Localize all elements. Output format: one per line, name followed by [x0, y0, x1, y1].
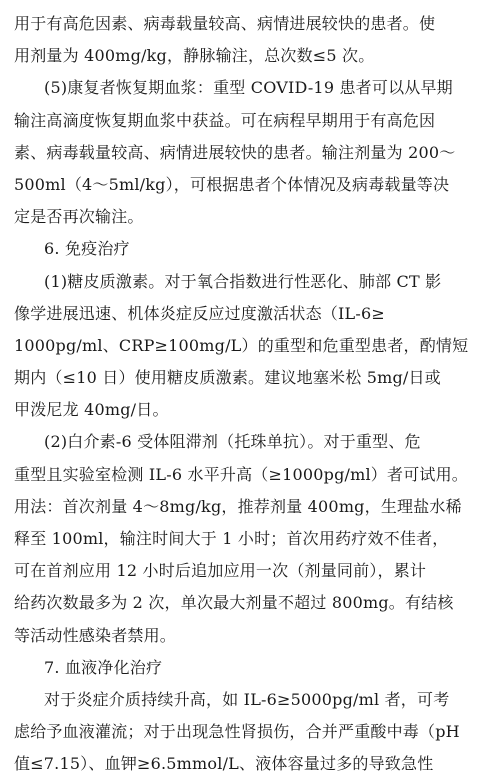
text-line: 像学进展迅速、机体炎症反应过度激活状态（IL-6≥	[14, 303, 385, 323]
text-line: 甲泼尼龙 40mg/日。	[14, 400, 169, 420]
text-line: 输注高滴度恢复期血浆中获益。可在病程早期用于有高危因	[14, 110, 436, 130]
paragraph-start-blood-purification: 对于炎症介质持续升高，如 IL-6≥5000pg/ml 者，可考	[44, 689, 450, 709]
text-line: 用剂量为 400mg/kg，静脉输注，总次数≤5 次。	[14, 46, 375, 66]
text-line: 给药次数最多为 2 次，单次最大剂量不超过 800mg。有结核	[14, 593, 454, 613]
text-line: 用法：首次剂量 4～8mg/kg，推荐剂量 400mg，生理盐水稀	[14, 496, 462, 516]
text-line: 虑给予血液灌流；对于出现急性肾损伤，合并严重酸中毒（pH	[14, 722, 460, 742]
text-line: 用于有高危因素、病毒载量较高、病情进展较快的患者。使	[14, 14, 436, 33]
paragraph-start-glucocorticoids: (1)糖皮质激素。对于氧合指数进行性恶化、肺部 CT 影	[44, 271, 442, 291]
text-line: 可在首剂应用 12 小时后追加应用一次（剂量同前），累计	[14, 561, 427, 581]
section-heading-immunotherapy: 6. 免疫治疗	[44, 239, 130, 259]
text-line: 重型且实验室检测 IL-6 水平升高（≥1000pg/ml）者可试用。	[14, 464, 468, 484]
text-line: 1000pg/ml、CRP≥100mg/L）的重型和危重型患者，酌情短	[14, 335, 469, 355]
paragraph-start-convalescent-plasma: (5)康复者恢复期血浆：重型 COVID-19 患者可以从早期	[44, 78, 453, 98]
text-line: 值≤7.15）、血钾≥6.5mmol/L、液体容量过多的导致急性	[14, 754, 434, 774]
paragraph-start-il6-blocker: (2)白介素-6 受体阻滞剂（托珠单抗）。对于重型、危	[44, 432, 421, 452]
text-line: 定是否再次输注。	[14, 207, 144, 227]
section-heading-blood-purification: 7. 血液净化治疗	[44, 657, 163, 677]
text-line: 500ml（4～5ml/kg），可根据患者个体情况及病毒载量等决	[14, 174, 450, 194]
text-line: 释至 100ml，输注时间大于 1 小时；首次用药疗效不佳者，	[14, 529, 449, 548]
text-line: 期内（≤10 日）使用糖皮质激素。建议地塞米松 5mg/日或	[14, 368, 441, 388]
document-page	[14, 0, 490, 781]
text-line: 素、病毒载量较高、病情进展较快的患者。输注剂量为 200～	[14, 142, 456, 162]
text-line: 等活动性感染者禁用。	[14, 625, 177, 645]
top-spacer	[14, 0, 490, 8]
